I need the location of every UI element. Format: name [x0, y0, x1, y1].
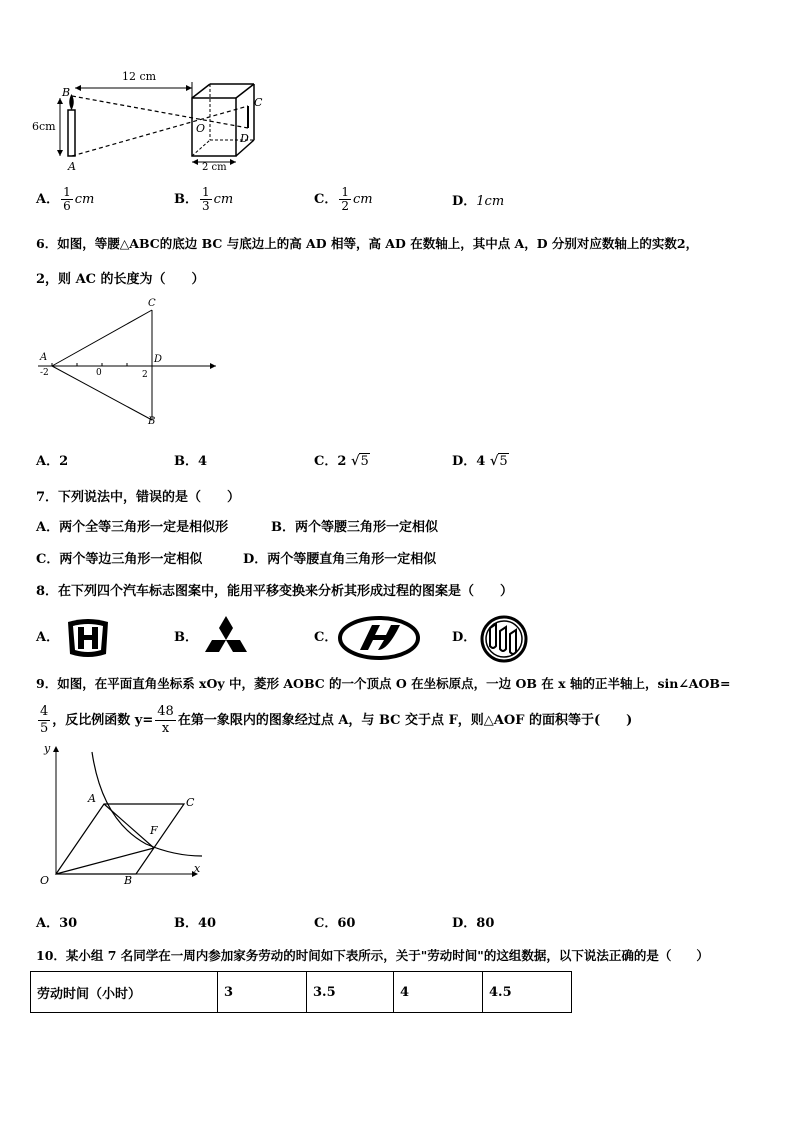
- point-label-d: D: [240, 132, 249, 145]
- q10-stem: 10．某小组 7 名同学在一周内参加家务劳动的时间如下表所示，关于"劳动时间"的这组数据，以下说法正确的是（ ）: [36, 948, 709, 963]
- q5-option-c[interactable]: C． $\frac{1}{2}$ cm: [314, 185, 373, 213]
- honda-logo-icon: [64, 616, 112, 660]
- q8-option-c-label: C．: [314, 630, 338, 645]
- q8-option-d-label: D．: [452, 630, 477, 645]
- point-label-f: F: [150, 824, 158, 837]
- q5-option-d[interactable]: D．1cm: [452, 194, 505, 209]
- fraction: $\frac{1}{3}$: [202, 185, 210, 213]
- q7-option-a[interactable]: A．两个全等三角形一定是相似形: [36, 520, 229, 535]
- q6-option-a[interactable]: A．2: [36, 454, 69, 469]
- q8-option-a-label: A．: [36, 630, 60, 645]
- point-label-b: B: [148, 416, 156, 427]
- q6-figure: [34, 300, 224, 430]
- point-label-b: B: [62, 86, 71, 99]
- q5-option-a[interactable]: A． $\frac{1}{6}$ cm: [36, 185, 95, 213]
- point-label-b: B: [124, 874, 133, 887]
- q6-option-d[interactable]: D．4 √5: [452, 454, 508, 469]
- rhombus-diagram: [34, 740, 214, 896]
- point-label-a: A: [88, 792, 96, 805]
- number-line-diagram: [34, 300, 224, 430]
- q6-option-c[interactable]: C．2 √5: [314, 454, 369, 469]
- label-6cm: 6cm: [32, 120, 56, 133]
- point-label-c: C: [186, 796, 195, 809]
- tick-label-2: 2: [142, 370, 148, 380]
- table-cell: 3: [218, 972, 307, 1013]
- q8-option-b[interactable]: [200, 614, 252, 666]
- q8-option-d[interactable]: [478, 614, 530, 668]
- point-label-a: A: [40, 352, 48, 363]
- q7-option-d[interactable]: D．两个等腰直角三角形一定相似: [243, 552, 437, 567]
- q9-figure: [34, 740, 214, 896]
- fraction: $\frac{1}{6}$: [63, 185, 71, 213]
- point-label-a: A: [68, 160, 76, 173]
- q6-stem-line2: 2，则 AC 的长度为（ ）: [36, 272, 205, 287]
- q8-option-a[interactable]: [64, 616, 112, 664]
- buick-logo-icon: [478, 614, 530, 664]
- hyundai-logo-icon: [338, 616, 420, 660]
- mitsubishi-logo-icon: [200, 614, 252, 662]
- q9-option-b[interactable]: B．40: [174, 916, 217, 931]
- axis-label-y: y: [44, 742, 51, 755]
- k-fraction: $\frac{48}{x}$: [157, 704, 174, 736]
- q8-option-b-label: B．: [174, 630, 198, 645]
- point-label-c: C: [148, 298, 156, 309]
- q7-option-c[interactable]: C．两个等边三角形一定相似: [36, 552, 203, 567]
- q5-option-b[interactable]: B． $\frac{1}{3}$ cm: [174, 185, 234, 213]
- q6-option-b[interactable]: B．4: [174, 454, 208, 469]
- q7-stem: 7．下列说法中，错误的是（ ）: [36, 490, 241, 505]
- sin-fraction: $\frac{4}{5}$: [40, 704, 49, 736]
- point-label-o: O: [40, 874, 50, 887]
- point-label-c: C: [254, 96, 263, 109]
- table-cell: 4.5: [483, 972, 572, 1013]
- tick-label-0: 0: [96, 368, 102, 378]
- q10-table: [30, 971, 572, 1013]
- tick-label-neg2: -2: [40, 368, 49, 378]
- labor-time-table: [30, 971, 572, 1013]
- label-2cm: 2 cm: [202, 162, 227, 173]
- fraction: $\frac{1}{2}$: [341, 185, 349, 213]
- q8-option-c[interactable]: [338, 616, 420, 664]
- sqrt-radical: √5: [489, 454, 508, 469]
- q7-option-b[interactable]: B．两个等腰三角形一定相似: [271, 520, 438, 535]
- axis-label-x: x: [194, 862, 201, 875]
- label-12cm: 12 cm: [122, 70, 157, 83]
- q6-stem-line1: 6．如图，等腰△ABC的底边 BC 与底边上的高 AD 相等，高 AD 在数轴上，其中点 A，D 分别对应数轴上的实数2，: [36, 236, 699, 251]
- q8-stem: 8．在下列四个汽车标志图案中，能用平移变换来分析其形成过程的图案是（ ）: [36, 584, 514, 599]
- sqrt-radical: √5: [350, 454, 369, 469]
- q9-stem-line1: 9．如图，在平面直角坐标系 xOy 中，菱形 AOBC 的一个顶点 O 在坐标原点，一边 OB 在 x 轴的正半轴上，sin∠AOB=: [36, 676, 731, 691]
- q9-option-c[interactable]: C．60: [314, 916, 356, 931]
- q9-option-a[interactable]: A．30: [36, 916, 78, 931]
- q9-option-d[interactable]: D．80: [452, 916, 495, 931]
- point-label-d: D: [154, 354, 163, 365]
- table-cell: 3.5: [307, 972, 394, 1013]
- table-cell: 4: [394, 972, 483, 1013]
- table-row: [31, 972, 572, 1013]
- pinhole-figure: [30, 70, 270, 176]
- point-label-o: O: [196, 122, 206, 135]
- table-header-cell: 劳动时间（小时）: [31, 972, 218, 1013]
- q9-stem-line2: $\frac{4}{5}$ ，反比例函数 y= $\frac{48}{x}$ 在第一象限内的图象经过点 A，与 BC 交于点 F，则△AOF 的面积等于( ): [40, 704, 633, 736]
